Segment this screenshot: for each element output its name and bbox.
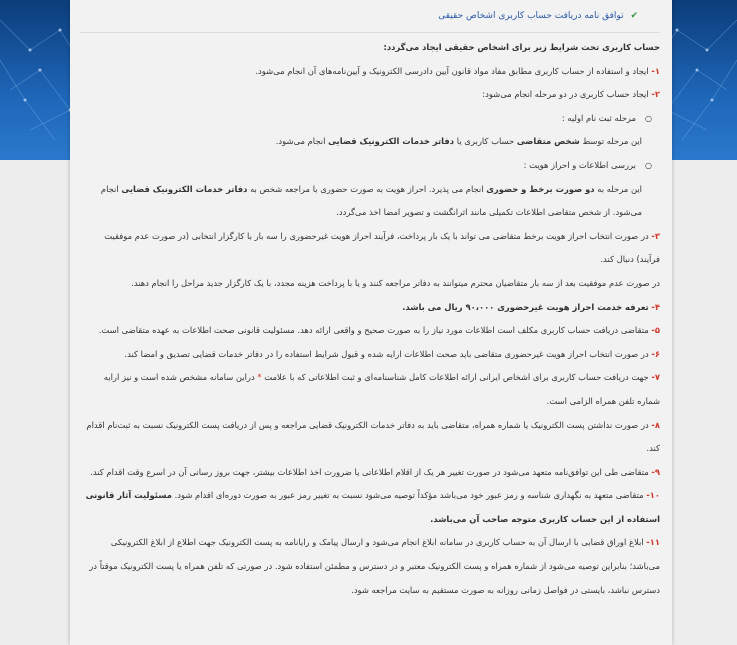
- clause-6: ۶- در صورت انتخاب احراز هویت غیرحضوری متقاضی باید صحت اطلاعات ارایه شده و قبول شرایط استفاده را در دفاتر خدمات قضایی تصدیق و امضا کند.: [124, 348, 660, 359]
- clause-1: ۱- ایجاد و استفاده از حساب کاربری مطابق مفاد مواد قانون آیین دادرسی الکترونیک و آیین‌نامه‌های آن انجام می‌شود.: [255, 65, 660, 76]
- clause-8: ۸- در صورت نداشتن پست الکترونیک یا شماره همراه، متقاضی باید به دفاتر خدمات الکترونیک قضایی مراجعه و پس از دریافت پست الکترونیک نسبت به ثبت‌نام اقدام کند.: [86, 419, 660, 454]
- stage-1-description: این مرحله توسط شخص متقاضی حساب کاربری یا دفاتر خدمات الکترونیک قضایی انجام می‌شود.: [275, 136, 642, 147]
- bullet-icon: ○: [645, 113, 652, 123]
- agreement-content: [80, 0, 660, 602]
- stage-2-label: ○ بررسی اطلاعات و احراز هویت :: [80, 154, 660, 178]
- clause-9: ۹- متقاضی طی این توافق‌نامه متعهد می‌شود در صورت تغییر هر یک از اقلام اطلاعاتی یا ضرورت اخذ اطلاعات بیشتر، جهت بروز رسانی آن در اسرع وقت اقدام کند.: [90, 466, 660, 477]
- clause-7: ۷- جهت دریافت حساب کاربری برای اشخاص ایرانی ارائه اطلاعات کامل شناسنامه‌ای و ثبت اطلاعاتی که با علامت * دراین سامانه مشخص شده است و نیز ارایه شماره تلفن همراه الزامی است.: [103, 372, 660, 406]
- clause-5: ۵- متقاضی دریافت حساب کاربری مکلف است اطلاعات مورد نیاز را به صورت صحیح و واقعی ارائه دهد. مسئولیت قانونی صحت اطلاعات به عهده متقاضی است.: [98, 325, 660, 336]
- stage-2-description: این مرحله به دو صورت برخط و حضوری انجام می پذیرد. احراز هویت به صورت حضوری با مراجعه شخص به دفاتر خدمات الکترونیک قضایی انجام می‌شود. از شخص متقاضی اطلاعات تکمیلی مانند اثرانگشت و تصویر امضا اخذ می‌گردد.: [100, 183, 642, 218]
- clause-4: ۴- تعرفه خدمت احراز هویت غیرحضوری ۹۰،۰۰۰ ریال می باشد.: [402, 301, 660, 312]
- clause-3: ۳- در صورت انتخاب احراز هویت برخط متقاضی می تواند با یک بار پرداخت، فرآیند احراز هویت غیرحضوری را سه بار با کارگزار انتخابی (در صورت عدم موفقیت فرآیند) دنبال کند.: [104, 230, 660, 265]
- agreement-heading: حساب کاربری تحت شرایط زیر برای اشخاص حقیقی ایجاد می‌گردد:: [383, 42, 660, 52]
- agreement-panel: [70, 0, 672, 645]
- clause-2: ۲- ایجاد حساب کاربری در دو مرحله انجام می‌شود:: [482, 89, 660, 100]
- agreement-title-row: [80, 0, 660, 33]
- clause-3-note: در صورت عدم موفقیت بعد از سه بار متقاضیان محترم میتوانند به دفاتر مراجعه کنند و یا با پرداخت هزینه مجدد، با یک کارگزار جدید مراحل را انجام دهند.: [131, 277, 660, 288]
- clause-11: ۱۱- ابلاغ اوراق قضایی با ارسال آن به حساب کاربری در سامانه ابلاغ انجام می‌شود و ارسال پیامک و رایانامه به پست الکترونیک جهت اطلاع از ابلاغ الکترونیکی می‌باشد؛ بنابراین توصیه می‌شود از شماره همراه و پست الکترونیک معتبر و در دسترس و مطمئن استفاده شود. در صورتی که تلفن همراه یا پست الکترونیک موقتاً در دسترس نباشد، بایستی در فواصل زمانی روزانه به صورت مستقیم به سایت مراجعه شود.: [89, 537, 660, 595]
- stage-1-label: ○ مرحله ثبت نام اولیه :: [80, 107, 660, 131]
- required-star: *: [257, 372, 262, 383]
- check-icon: ✔: [630, 11, 638, 21]
- clause-10: ۱۰- متقاضی متعهد به نگهداری شناسه و رمز عبور خود می‌باشد مؤکداً توصیه می‌شود نسبت به تغییر رمز عبور به صورت دوره‌ای اقدام شود. مسئولیت آثار قانونی استفاده از این حساب کاربری متوجه صاحب آن می‌باشد.: [85, 490, 660, 524]
- agreement-title: توافق نامه دریافت حساب کاربری اشخاص حقیقی: [438, 11, 624, 21]
- bullet-icon: ○: [645, 160, 652, 170]
